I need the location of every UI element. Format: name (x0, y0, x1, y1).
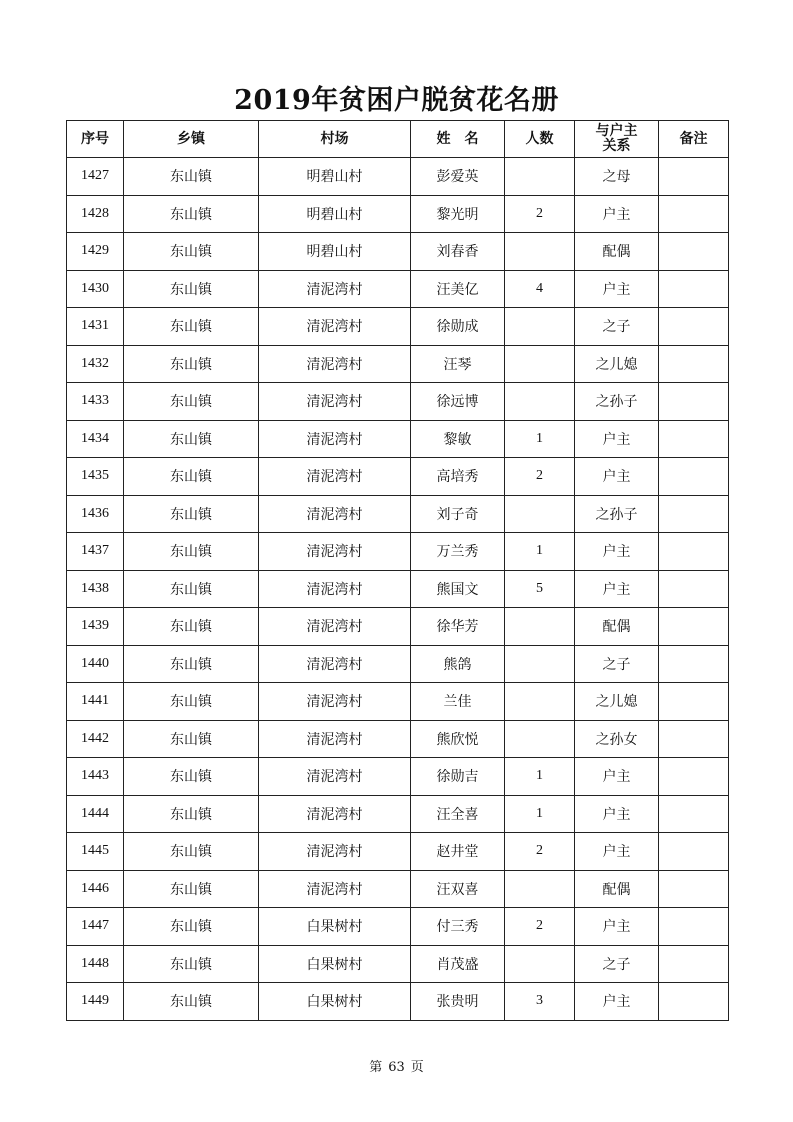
cell-township: 东山镇 (124, 608, 259, 646)
cell-remarks (659, 833, 729, 871)
cell-village: 白果树村 (259, 983, 411, 1021)
cell-name: 汪琴 (411, 345, 505, 383)
cell-township: 东山镇 (124, 270, 259, 308)
cell-relation: 户主 (575, 795, 659, 833)
table-row (67, 683, 729, 721)
page-number-value: 63 (388, 1060, 405, 1075)
cell-name: 徐勋成 (411, 308, 505, 346)
cell-remarks (659, 420, 729, 458)
cell-remarks (659, 308, 729, 346)
cell-remarks (659, 458, 729, 496)
cell-name: 张贵明 (411, 983, 505, 1021)
cell-relation: 之儿媳 (575, 683, 659, 721)
cell-household-size (505, 158, 575, 196)
cell-village: 明碧山村 (259, 233, 411, 271)
table-row (67, 233, 729, 271)
cell-index: 1439 (67, 608, 124, 646)
cell-index: 1438 (67, 570, 124, 608)
cell-township: 东山镇 (124, 458, 259, 496)
cell-township: 东山镇 (124, 495, 259, 533)
cell-village: 清泥湾村 (259, 645, 411, 683)
cell-relation: 之子 (575, 945, 659, 983)
cell-household-size: 1 (505, 758, 575, 796)
cell-household-size (505, 383, 575, 421)
cell-relation: 之子 (575, 645, 659, 683)
cell-index: 1428 (67, 195, 124, 233)
cell-remarks (659, 495, 729, 533)
cell-remarks (659, 570, 729, 608)
cell-index: 1440 (67, 645, 124, 683)
page-number (0, 1056, 793, 1075)
table-row (67, 795, 729, 833)
cell-township: 东山镇 (124, 758, 259, 796)
cell-household-size: 2 (505, 195, 575, 233)
cell-index: 1433 (67, 383, 124, 421)
cell-relation: 之儿媳 (575, 345, 659, 383)
cell-remarks (659, 908, 729, 946)
cell-name: 熊国文 (411, 570, 505, 608)
cell-village: 清泥湾村 (259, 420, 411, 458)
header-name: 姓 名 (411, 121, 505, 158)
cell-township: 东山镇 (124, 795, 259, 833)
header-township: 乡镇 (124, 121, 259, 158)
cell-index: 1437 (67, 533, 124, 571)
cell-village: 明碧山村 (259, 158, 411, 196)
cell-village: 清泥湾村 (259, 833, 411, 871)
cell-index: 1445 (67, 833, 124, 871)
cell-relation: 户主 (575, 195, 659, 233)
cell-village: 清泥湾村 (259, 458, 411, 496)
cell-township: 东山镇 (124, 308, 259, 346)
cell-relation: 配偶 (575, 870, 659, 908)
cell-name: 汪美亿 (411, 270, 505, 308)
cell-household-size: 1 (505, 420, 575, 458)
cell-remarks (659, 683, 729, 721)
cell-relation: 配偶 (575, 233, 659, 271)
cell-village: 清泥湾村 (259, 683, 411, 721)
table-row (67, 383, 729, 421)
table-body (67, 158, 729, 1021)
cell-relation: 户主 (575, 570, 659, 608)
cell-remarks (659, 645, 729, 683)
cell-township: 东山镇 (124, 533, 259, 571)
cell-household-size (505, 720, 575, 758)
cell-relation: 户主 (575, 458, 659, 496)
cell-remarks (659, 533, 729, 571)
cell-household-size: 4 (505, 270, 575, 308)
cell-village: 明碧山村 (259, 195, 411, 233)
cell-township: 东山镇 (124, 570, 259, 608)
cell-index: 1442 (67, 720, 124, 758)
table-row (67, 533, 729, 571)
table-row (67, 758, 729, 796)
cell-name: 熊欣悦 (411, 720, 505, 758)
cell-index: 1444 (67, 795, 124, 833)
cell-household-size (505, 645, 575, 683)
cell-name: 彭爱英 (411, 158, 505, 196)
cell-name: 兰佳 (411, 683, 505, 721)
cell-name: 熊鸽 (411, 645, 505, 683)
cell-name: 黎光明 (411, 195, 505, 233)
cell-remarks (659, 795, 729, 833)
cell-village: 清泥湾村 (259, 870, 411, 908)
cell-township: 东山镇 (124, 870, 259, 908)
page-title: 2019年贫困户脱贫花名册 (234, 85, 559, 116)
cell-name: 汪双喜 (411, 870, 505, 908)
cell-relation: 之孙子 (575, 495, 659, 533)
cell-index: 1429 (67, 233, 124, 271)
cell-township: 东山镇 (124, 908, 259, 946)
table-row (67, 908, 729, 946)
cell-index: 1446 (67, 870, 124, 908)
cell-name: 肖茂盛 (411, 945, 505, 983)
cell-township: 东山镇 (124, 195, 259, 233)
cell-village: 清泥湾村 (259, 720, 411, 758)
cell-relation: 之孙女 (575, 720, 659, 758)
cell-household-size: 1 (505, 795, 575, 833)
cell-village: 清泥湾村 (259, 308, 411, 346)
cell-relation: 户主 (575, 420, 659, 458)
header-household-size: 人数 (505, 121, 575, 158)
cell-name: 徐远博 (411, 383, 505, 421)
page-prefix: 第 (369, 1060, 383, 1075)
cell-township: 东山镇 (124, 420, 259, 458)
table-row (67, 945, 729, 983)
cell-index: 1432 (67, 345, 124, 383)
cell-household-size (505, 608, 575, 646)
cell-township: 东山镇 (124, 158, 259, 196)
cell-index: 1431 (67, 308, 124, 346)
cell-township: 东山镇 (124, 945, 259, 983)
cell-index: 1436 (67, 495, 124, 533)
header-relation-line2: 关系 (602, 138, 631, 154)
cell-remarks (659, 983, 729, 1021)
cell-remarks (659, 345, 729, 383)
cell-relation: 之子 (575, 308, 659, 346)
cell-village: 白果树村 (259, 908, 411, 946)
cell-village: 清泥湾村 (259, 795, 411, 833)
cell-remarks (659, 945, 729, 983)
cell-township: 东山镇 (124, 383, 259, 421)
cell-household-size: 3 (505, 983, 575, 1021)
cell-remarks (659, 270, 729, 308)
cell-township: 东山镇 (124, 683, 259, 721)
cell-township: 东山镇 (124, 233, 259, 271)
cell-name: 刘子奇 (411, 495, 505, 533)
cell-village: 白果树村 (259, 945, 411, 983)
table-row (67, 270, 729, 308)
cell-name: 付三秀 (411, 908, 505, 946)
cell-township: 东山镇 (124, 983, 259, 1021)
cell-household-size: 1 (505, 533, 575, 571)
cell-household-size (505, 945, 575, 983)
cell-name: 高培秀 (411, 458, 505, 496)
cell-village: 清泥湾村 (259, 270, 411, 308)
cell-household-size: 5 (505, 570, 575, 608)
cell-name: 徐华芳 (411, 608, 505, 646)
table-row (67, 195, 729, 233)
table-row (67, 345, 729, 383)
table-row (67, 833, 729, 871)
header-index: 序号 (67, 121, 124, 158)
cell-township: 东山镇 (124, 645, 259, 683)
cell-relation: 户主 (575, 833, 659, 871)
cell-household-size (505, 233, 575, 271)
cell-index: 1430 (67, 270, 124, 308)
cell-household-size: 2 (505, 908, 575, 946)
cell-remarks (659, 233, 729, 271)
cell-name: 刘春香 (411, 233, 505, 271)
cell-index: 1449 (67, 983, 124, 1021)
cell-relation: 户主 (575, 908, 659, 946)
cell-remarks (659, 870, 729, 908)
table-row (67, 645, 729, 683)
cell-index: 1435 (67, 458, 124, 496)
cell-name: 徐勋吉 (411, 758, 505, 796)
cell-name: 万兰秀 (411, 533, 505, 571)
table-row (67, 983, 729, 1021)
cell-index: 1434 (67, 420, 124, 458)
cell-remarks (659, 758, 729, 796)
cell-index: 1441 (67, 683, 124, 721)
cell-index: 1443 (67, 758, 124, 796)
cell-remarks (659, 383, 729, 421)
cell-remarks (659, 720, 729, 758)
cell-remarks (659, 158, 729, 196)
cell-name: 赵井堂 (411, 833, 505, 871)
cell-village: 清泥湾村 (259, 383, 411, 421)
cell-name: 汪全喜 (411, 795, 505, 833)
cell-relation: 户主 (575, 270, 659, 308)
cell-relation: 户主 (575, 758, 659, 796)
cell-household-size: 2 (505, 458, 575, 496)
cell-village: 清泥湾村 (259, 570, 411, 608)
cell-remarks (659, 195, 729, 233)
cell-township: 东山镇 (124, 345, 259, 383)
table-row (67, 158, 729, 196)
table-row (67, 570, 729, 608)
table-row (67, 720, 729, 758)
cell-name: 黎敏 (411, 420, 505, 458)
roster-table (66, 120, 729, 1021)
cell-relation: 配偶 (575, 608, 659, 646)
cell-relation: 户主 (575, 983, 659, 1021)
header-relation (575, 121, 659, 158)
cell-township: 东山镇 (124, 833, 259, 871)
table-row (67, 608, 729, 646)
table-row (67, 420, 729, 458)
cell-remarks (659, 608, 729, 646)
table-row (67, 870, 729, 908)
table-header-row (67, 121, 729, 158)
cell-relation: 之母 (575, 158, 659, 196)
cell-index: 1448 (67, 945, 124, 983)
cell-index: 1427 (67, 158, 124, 196)
cell-village: 清泥湾村 (259, 495, 411, 533)
cell-index: 1447 (67, 908, 124, 946)
cell-household-size (505, 345, 575, 383)
cell-relation: 之孙子 (575, 383, 659, 421)
cell-village: 清泥湾村 (259, 608, 411, 646)
cell-village: 清泥湾村 (259, 533, 411, 571)
header-remarks: 备注 (659, 121, 729, 158)
cell-township: 东山镇 (124, 720, 259, 758)
cell-village: 清泥湾村 (259, 345, 411, 383)
header-village: 村场 (259, 121, 411, 158)
cell-household-size (505, 683, 575, 721)
cell-village: 清泥湾村 (259, 758, 411, 796)
header-relation-line1: 与户主 (595, 123, 638, 139)
cell-household-size (505, 495, 575, 533)
table-row (67, 495, 729, 533)
page-suffix: 页 (410, 1060, 424, 1075)
cell-relation: 户主 (575, 533, 659, 571)
cell-household-size: 2 (505, 833, 575, 871)
table-row (67, 458, 729, 496)
table-row (67, 308, 729, 346)
cell-household-size (505, 870, 575, 908)
cell-household-size (505, 308, 575, 346)
